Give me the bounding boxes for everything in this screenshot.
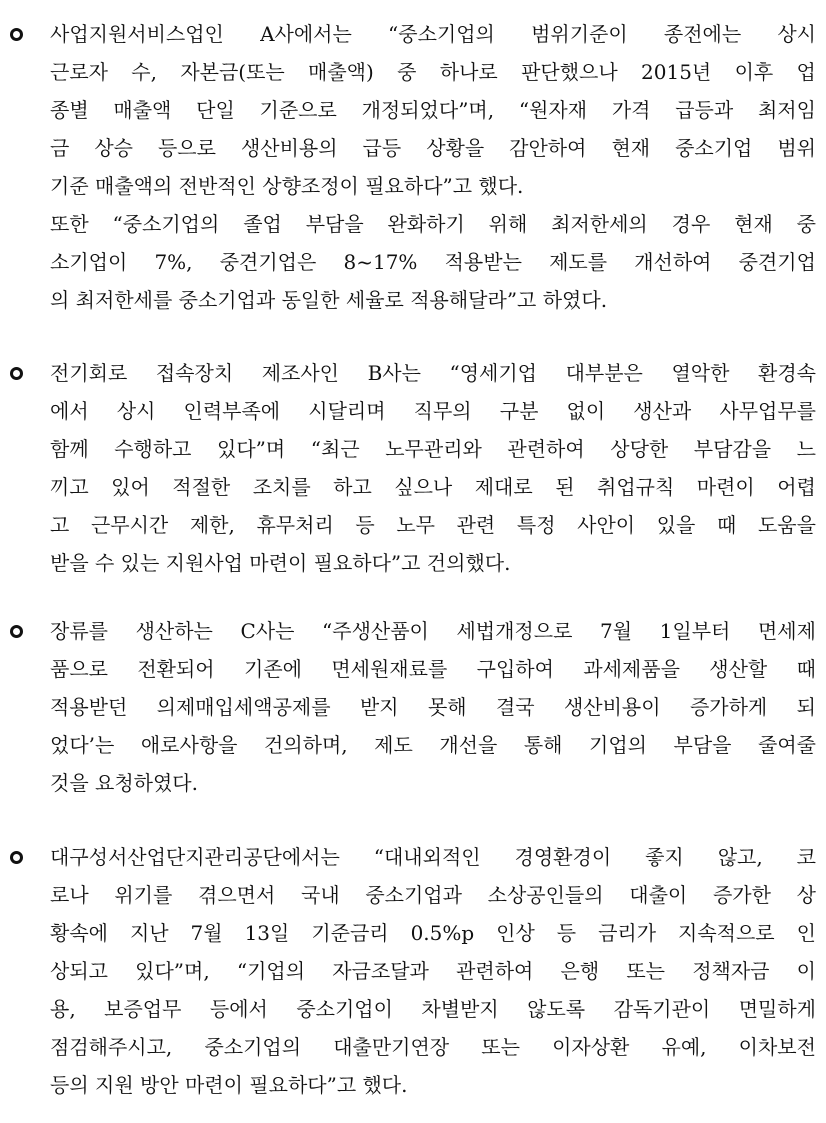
word: 었다’는 (50, 733, 115, 757)
paragraph-line (50, 880, 816, 910)
word: 직무의 (413, 399, 472, 423)
word: 인력부족에 (183, 399, 281, 423)
word: 급등 (362, 136, 402, 160)
word: 고 (50, 513, 70, 537)
word: 위해 (488, 212, 528, 236)
word: 1일부터 (659, 619, 731, 643)
hollow-circle-bullet-icon (10, 851, 23, 864)
word: “대내외적인 (373, 845, 481, 869)
word: 가격 (611, 98, 651, 122)
word: 사업지원서비스업인 (50, 22, 224, 46)
word: 단일 (196, 98, 235, 122)
word: 관련 (456, 513, 496, 537)
word: 급등과 (675, 98, 734, 122)
word: 상황을 (426, 136, 485, 160)
word: 줄여줄 (758, 733, 816, 757)
word: 0.5%p (410, 921, 475, 945)
word: 특정 (516, 513, 556, 537)
hollow-circle-bullet-icon (10, 367, 23, 380)
word: 휴무처리 (256, 513, 334, 537)
word: 적용받는 (444, 250, 522, 274)
word: 중견기업 (738, 250, 816, 274)
word: 상승 (94, 136, 133, 160)
word: 대부분은 (565, 361, 643, 385)
word: 수, (131, 60, 157, 84)
word: 어렵 (777, 475, 816, 499)
word: 범위 (777, 136, 816, 160)
word: 증가한 (712, 883, 771, 907)
word: 기존에 (244, 657, 302, 681)
paragraph-line (50, 358, 816, 388)
word: 있다”며 (217, 437, 286, 461)
word: 조치를 (252, 475, 311, 499)
word: 증가하게 (689, 695, 768, 719)
paragraph-line (50, 510, 816, 540)
word: 중 (397, 60, 417, 84)
paragraph-line (50, 842, 816, 872)
word: 있어 (111, 475, 150, 499)
paragraph-line (50, 247, 816, 277)
word: 최저한세의 (551, 212, 648, 236)
word: 점검해주시고, (50, 1035, 173, 1059)
word: 전기회로 (50, 361, 128, 385)
word: 생산할 (709, 657, 768, 681)
word: 되 (796, 695, 816, 719)
paragraph-line (50, 95, 816, 125)
word: 13일 (244, 921, 290, 945)
paragraph-line (50, 1032, 816, 1062)
word: 유예, (661, 1035, 707, 1059)
word: 사안이 (577, 513, 636, 537)
paragraph-line (50, 730, 816, 760)
paragraph-line (50, 57, 816, 87)
word: A사에서는 (260, 22, 352, 46)
paragraph-line (50, 956, 816, 986)
word: “주생산품이 (322, 619, 429, 643)
word: 매출액 (113, 98, 172, 122)
word: 노무관리와 (385, 437, 482, 461)
word: 구입하여 (476, 657, 554, 681)
word: 개정되었다”며, (361, 98, 495, 122)
word: 등에서 (209, 997, 268, 1021)
word: B사는 (367, 361, 421, 385)
paragraph-line (50, 918, 816, 948)
paragraph-line (50, 994, 816, 1024)
paragraph-line (50, 434, 816, 464)
word: 느 (796, 437, 816, 461)
word: 경영환경이 (514, 845, 612, 869)
paragraph-line: 기준 매출액의 전반적인 상향조정이 필요하다”고 했다. (50, 174, 524, 198)
word: 생산비용이 (563, 695, 661, 719)
word: 노무 (396, 513, 435, 537)
word: C사는 (240, 619, 295, 643)
word: 제도를 (549, 250, 608, 274)
word: 제대로 (474, 475, 533, 499)
word: 취업규칙 (597, 475, 675, 499)
word: 지난 (129, 921, 169, 945)
hollow-circle-bullet-icon (10, 625, 23, 638)
word: 기업의 (589, 733, 647, 757)
word: 이차보전 (738, 1035, 816, 1059)
word: 지속적으로 (678, 921, 775, 945)
word: “기업의 (236, 959, 306, 983)
word: 7월 (190, 921, 223, 945)
word: 근로자 (50, 60, 108, 84)
word: 애로사항을 (140, 733, 238, 757)
word: 중견기업은 (219, 250, 317, 274)
word: 개선을 (439, 733, 498, 757)
word: 보증업무 (104, 997, 182, 1021)
word: 졸업 (243, 212, 282, 236)
word: 시달리며 (308, 399, 386, 423)
word: 로나 (50, 883, 89, 907)
word: 인상 (496, 921, 535, 945)
word: 좋지 (645, 845, 684, 869)
word: 전환되어 (137, 657, 215, 681)
hollow-circle-bullet-icon (10, 28, 23, 41)
word: 구분 (499, 399, 539, 423)
word: 종전에는 (663, 22, 742, 46)
word: 끼고 (50, 475, 89, 499)
word: 황속에 (50, 921, 108, 945)
word: “중소기업의 (112, 212, 220, 236)
word: 현재 (734, 212, 773, 236)
word: 못해 (427, 695, 467, 719)
word: 금 (50, 136, 70, 160)
word: 대출만기연장 (333, 1035, 450, 1059)
word: 경우 (671, 212, 711, 236)
word: 소기업이 (50, 250, 128, 274)
word: 근무시간 (90, 513, 169, 537)
word: 최저임 (757, 98, 816, 122)
word: 소상공인들의 (487, 883, 604, 907)
word: 때 (717, 513, 737, 537)
word: 제도 (374, 733, 413, 757)
word: 생산하는 (135, 619, 213, 643)
word: 매출액) (308, 60, 374, 84)
word: 대출이 (629, 883, 688, 907)
word: 없이 (566, 399, 606, 423)
word: 때 (796, 657, 816, 681)
word: 자본금(또는 (180, 60, 285, 84)
word: 부담감을 (693, 437, 772, 461)
word: 또한 (50, 212, 89, 236)
word: 이자상환 (552, 1035, 630, 1059)
word: 건의하며, (264, 733, 348, 757)
word: 범위기준이 (531, 22, 628, 46)
word: 은행 (560, 959, 600, 983)
word: 종별 (50, 98, 89, 122)
word: 정책자금 (692, 959, 770, 983)
word: 금리가 (598, 921, 657, 945)
word: 이후 (734, 60, 774, 84)
word: 하나로 (439, 60, 498, 84)
word: 상당한 (610, 437, 669, 461)
word: 면세제 (757, 619, 816, 643)
word: 도움을 (757, 513, 816, 537)
word: 의제매입세액공제를 (156, 695, 331, 719)
word: 않도록 (527, 997, 586, 1021)
word: 7월 (600, 619, 633, 643)
word: 용, (50, 997, 76, 1021)
word: 부담을 (305, 212, 364, 236)
word: 제조사인 (261, 361, 339, 385)
word: 중소기업 (675, 136, 753, 160)
paragraph-line (50, 19, 816, 49)
word: 또는 (626, 959, 665, 983)
word: 장류를 (50, 619, 108, 643)
paragraph-line: 것을 요청하였다. (50, 771, 198, 795)
word: 자금조달과 (332, 959, 429, 983)
word: 함께 (50, 437, 89, 461)
paragraph-line: 받을 수 있는 지원사업 마련이 필요하다”고 건의했다. (50, 551, 511, 575)
word: 상 (796, 883, 816, 907)
word: 통해 (523, 733, 563, 757)
word: 접속장치 (155, 361, 234, 385)
word: 열악한 (671, 361, 730, 385)
word: “영세기업 (449, 361, 538, 385)
word: 중소기업의 (204, 1035, 302, 1059)
word: 코 (796, 845, 816, 869)
word: 완화하기 (387, 212, 465, 236)
word: 세법개정으로 (456, 619, 573, 643)
word: 등으로 (157, 136, 216, 160)
word: 생산과 (633, 399, 692, 423)
word: 기준금리 (311, 921, 389, 945)
word: 현재 (611, 136, 651, 160)
word: 관련하여 (456, 959, 534, 983)
word: 적용받던 (50, 695, 128, 719)
word: 관련하여 (507, 437, 585, 461)
word: 상시 (777, 22, 816, 46)
paragraph-line: 등의 지원 방안 마련이 필요하다”고 했다. (50, 1073, 408, 1097)
word: 업 (796, 60, 816, 84)
paragraph-line (50, 396, 816, 426)
word: 하고 (333, 475, 372, 499)
paragraph-line: 의 최저한세를 중소기업과 동일한 세율로 적용해달라”고 하였다. (50, 288, 608, 312)
word: 품으로 (50, 657, 108, 681)
word: 중 (796, 212, 816, 236)
word: “중소기업의 (388, 22, 495, 46)
word: 있을 (656, 513, 696, 537)
word: 위기를 (114, 883, 173, 907)
word: 이 (796, 959, 816, 983)
word: 대구성서산업단지관리공단에서는 (50, 845, 340, 869)
word: 면밀하게 (738, 997, 816, 1021)
word: 인 (796, 921, 816, 945)
word: 적절한 (172, 475, 231, 499)
word: “최근 (310, 437, 360, 461)
word: “원자재 (518, 98, 588, 122)
word: 과세제품을 (583, 657, 680, 681)
word: 있다”며, (135, 959, 210, 983)
word: 제한, (189, 513, 235, 537)
word: 받지 (359, 695, 399, 719)
paragraph-line (50, 472, 816, 502)
word: 판단했으나 (521, 60, 618, 84)
paragraph-line (50, 616, 816, 646)
word: 않고, (717, 845, 763, 869)
word: 사무업무를 (719, 399, 816, 423)
word: 등 (556, 921, 577, 945)
word: 차별받지 (421, 997, 499, 1021)
word: 겪으면서 (198, 883, 276, 907)
word: 2015년 (641, 60, 712, 84)
word: 감독기관이 (613, 997, 711, 1021)
word: 싶으나 (394, 475, 453, 499)
word: 기준으로 (259, 98, 337, 122)
word: 면세원재료를 (331, 657, 448, 681)
word: 또는 (481, 1035, 520, 1059)
word: 환경속 (758, 361, 816, 385)
word: 중소기업과 (365, 883, 462, 907)
paragraph-line (50, 654, 816, 684)
word: 중소기업이 (296, 997, 393, 1021)
word: 8~17% (343, 250, 418, 274)
word: 상되고 (50, 959, 108, 983)
word: 수행하고 (114, 437, 192, 461)
paragraph-line (50, 133, 816, 163)
paragraph-line (50, 209, 816, 239)
word: 감안하여 (509, 136, 587, 160)
word: 에서 (50, 399, 89, 423)
word: 상시 (116, 399, 156, 423)
word: 개선하여 (634, 250, 712, 274)
word: 7%, (154, 250, 193, 274)
word: 국내 (301, 883, 340, 907)
word: 마련이 (696, 475, 755, 499)
paragraph-line (50, 692, 816, 722)
word: 된 (555, 475, 575, 499)
word: 등 (355, 513, 375, 537)
word: 생산비용의 (240, 136, 338, 160)
word: 결국 (495, 695, 535, 719)
word: 부담을 (673, 733, 732, 757)
